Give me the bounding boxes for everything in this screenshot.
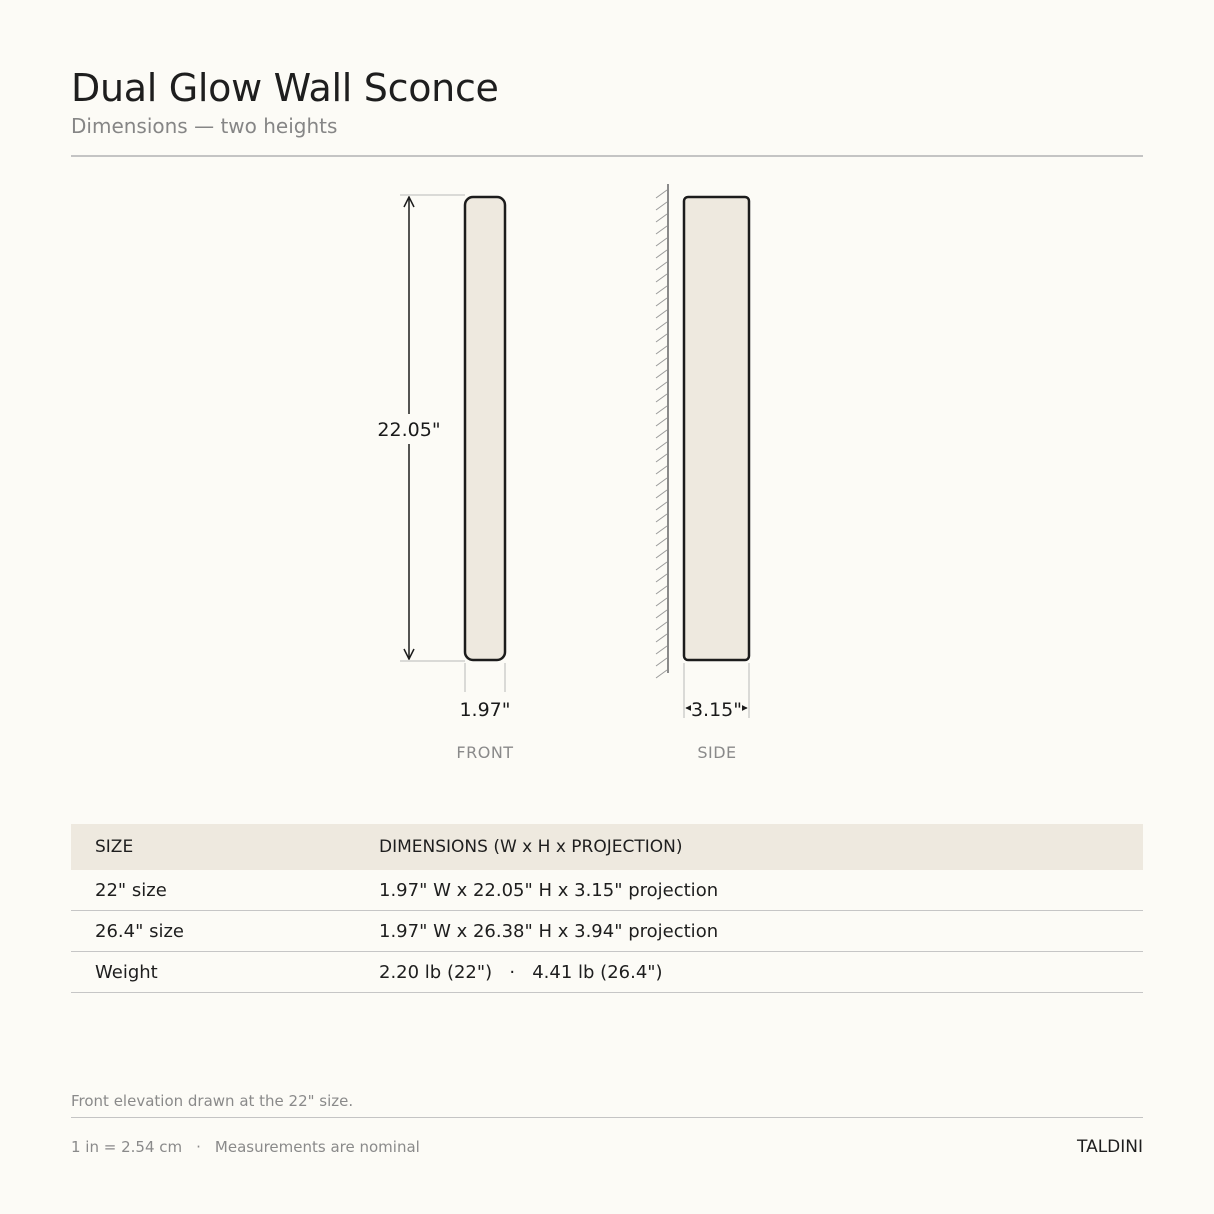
table-row	[71, 911, 1143, 952]
hatch-mark	[656, 502, 667, 510]
hatch-mark	[656, 466, 667, 474]
hatch-mark	[656, 646, 667, 654]
hatch-mark	[656, 526, 667, 534]
front-view-label: FRONT	[456, 743, 514, 762]
hatch-mark	[656, 346, 667, 354]
hatch-mark	[656, 202, 667, 210]
hatch-mark	[656, 322, 667, 330]
size-column-header: SIZE	[71, 824, 379, 870]
hatch-mark	[656, 574, 667, 582]
row-dimensions-cell: 1.97" W x 22.05" H x 3.15" projection	[379, 870, 1143, 911]
hatch-mark	[656, 334, 667, 342]
side-view-label: SIDE	[697, 743, 737, 762]
table-header-row	[71, 824, 1143, 870]
hatch-mark	[656, 562, 667, 570]
table-row	[71, 952, 1143, 993]
measurement-disclaimer: Measurements are nominal	[214, 1138, 420, 1156]
hatch-mark	[656, 454, 667, 462]
hatch-mark	[656, 286, 667, 294]
drawing-scale-note: Front elevation drawn at the 22" size.	[71, 1092, 354, 1110]
hatch-mark	[656, 622, 667, 630]
brand-logo: TALDINI	[1077, 1137, 1143, 1157]
hatch-mark	[656, 298, 667, 306]
hatch-mark	[656, 490, 667, 498]
row-size-cell: 22" size	[71, 870, 379, 911]
hatch-mark	[656, 190, 667, 198]
page-subtitle: Dimensions — two heights	[71, 114, 338, 138]
hatch-mark	[656, 418, 667, 426]
hatch-mark	[656, 598, 667, 606]
hatch-mark	[656, 358, 667, 366]
row-size-cell: 26.4" size	[71, 911, 379, 952]
dimensions-column-header: DIMENSIONS (W x H x PROJECTION)	[379, 824, 1143, 870]
hatch-mark	[656, 310, 667, 318]
hatch-mark	[656, 226, 667, 234]
side-projection-label: 3.15"	[690, 699, 743, 721]
table-row	[71, 870, 1143, 911]
hatch-mark	[656, 262, 667, 270]
hatch-mark	[656, 478, 667, 486]
row-weight-cell: 2.20 lb (22") · 4.41 lb (26.4")	[379, 952, 1143, 993]
hatch-mark	[656, 670, 667, 678]
hatch-mark	[656, 274, 667, 282]
hatch-mark	[656, 538, 667, 546]
front-width-label: 1.97"	[459, 699, 511, 721]
page-title: Dual Glow Wall Sconce	[71, 66, 499, 110]
hatch-mark	[656, 550, 667, 558]
hatch-mark	[656, 250, 667, 258]
row-size-cell: Weight	[71, 952, 379, 993]
side-view	[656, 184, 749, 762]
hatch-mark	[656, 370, 667, 378]
hatch-mark	[656, 634, 667, 642]
unit-conversion: 1 in = 2.54 cm	[71, 1138, 183, 1156]
hatch-mark	[656, 406, 667, 414]
hatch-mark	[656, 514, 667, 522]
hatch-mark	[656, 382, 667, 390]
dimensions-table	[71, 824, 1143, 993]
wall-hatching	[656, 190, 667, 678]
row-dimensions-cell: 1.97" W x 26.38" H x 3.94" projection	[379, 911, 1143, 952]
hatch-mark	[656, 214, 667, 222]
hatch-mark	[656, 610, 667, 618]
hatch-mark	[656, 658, 667, 666]
hatch-mark	[656, 430, 667, 438]
hatch-mark	[656, 586, 667, 594]
front-view	[377, 195, 513, 762]
hatch-mark	[656, 442, 667, 450]
front-height-label: 22.05"	[377, 419, 441, 441]
footer-separator: ·	[196, 1138, 201, 1156]
hatch-mark	[656, 238, 667, 246]
footer-info	[71, 1138, 420, 1156]
footer-divider	[71, 1117, 1143, 1118]
side-fixture	[684, 197, 749, 660]
front-fixture	[465, 197, 505, 660]
hatch-mark	[656, 394, 667, 402]
